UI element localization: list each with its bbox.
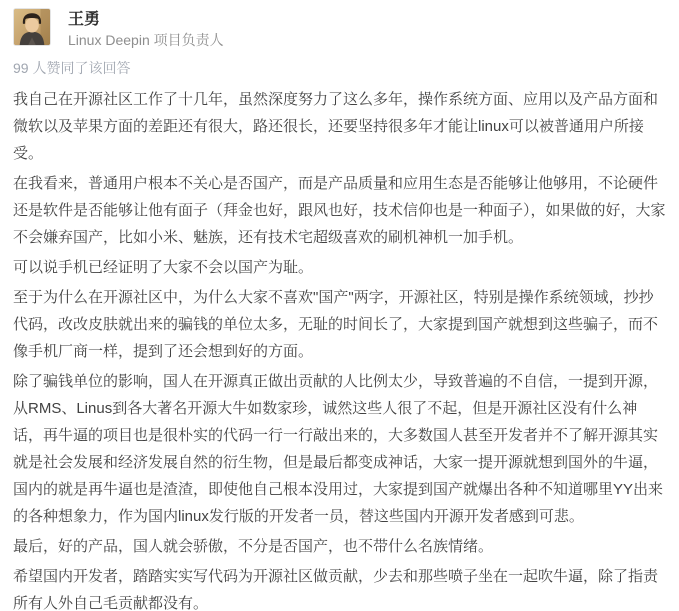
answer-paragraph: 至于为什么在开源社区中，为什么大家不喜欢"国产"两字，开源社区，特别是操作系统领域，抄抄代码，改改皮肤就出来的骗钱的单位太多，无耻的时间长了，大家提到国产就想到这些骗子，而不像手机厂商一样，提到了还会想到好的方面。 (13, 289, 659, 360)
answer-paragraph: 希望国内开发者，踏踏实实写代码为开源社区做贡献，少去和那些喷子坐在一起吹牛逼，除了指责所有人外自己毛贡献都没有。 (13, 568, 659, 611)
answer-paragraph: 除了骗钱单位的影响，国人在开源真正做出贡献的人比例太少，导致普遍的不自信，一提到开源，从RMS、Linus到各大著名开源大牛如数家珍，诚然这些人很了不起，但是开源社区没有什么神话，再牛逼的项目也是很朴实的代码一行一行敲出来的，大多数国人甚至开发者并不了解开源其实就是社会发展和经济发展自然的衍生物，但是最后都变成神话，大家一提开源就想到国外的牛逼，国内的就是再牛逼也是渣渣，即使他自己根本没用过，大家提到国产就爆出各种不知道哪里YY出来的各种想象力，作为国内linux发行版的开发者一员，替这些国内开源开发者感到可悲。 (13, 373, 664, 525)
author-name[interactable]: 王勇 (68, 11, 101, 28)
answer-body (13, 86, 666, 611)
author-identity (68, 8, 224, 50)
answer-paragraph: 可以说手机已经证明了大家不会以国产为耻。 (13, 259, 314, 276)
upvote-count-text: 99 人赞同了该回答 (13, 60, 131, 76)
avatar-image (14, 9, 50, 45)
answer-paragraph: 我自己在开源社区工作了十几年，虽然深度努力了这么多年，操作系统方面、应用以及产品方面和微软以及苹果方面的差距还有很大，路还很长，还要坚持很多年才能让linux可以被普通用户所接受。 (13, 91, 659, 162)
answer-author-header (13, 8, 666, 50)
answer-paragraph: 最后，好的产品，国人就会骄傲，不分是否国产，也不带什么名族情绪。 (13, 538, 494, 555)
avatar[interactable] (13, 8, 51, 46)
author-headline: Linux Deepin 项目负责人 (68, 32, 224, 48)
answer-paragraph: 在我看来，普通用户根本不关心是否国产，而是产品质量和应用生态是否能够让他够用，不论硬件还是软件是否能够让他有面子（拜金也好，跟风也好，技术信仰也是一种面子），如果做的好，大家不会嫌弃国产，比如小米、魅族，还有技术宅超级喜欢的刷机神机一加手机。 (13, 175, 666, 246)
